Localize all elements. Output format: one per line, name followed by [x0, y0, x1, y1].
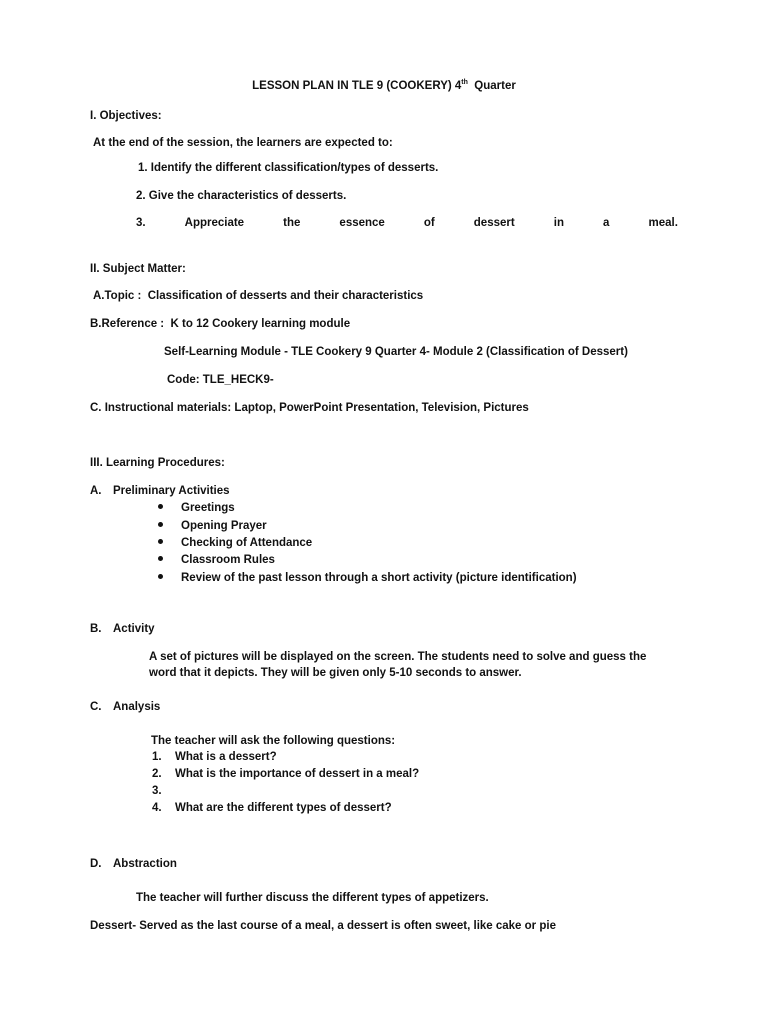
objective-3-word: in: [553, 217, 564, 229]
objective-3-word: 3.: [136, 217, 146, 229]
question-number: 1.: [152, 751, 162, 763]
bullet-icon: [158, 571, 166, 585]
list-item: Opening Prayer: [181, 520, 267, 532]
bullet-icon: [158, 519, 166, 533]
dessert-definition: Dessert- Served as the last course of a meal, a dessert is often sweet, like cake or pie: [90, 920, 556, 932]
module-line: Self-Learning Module - TLE Cookery 9 Quarter 4- Module 2 (Classification of Dessert): [164, 346, 628, 358]
list-item: Classroom Rules: [181, 554, 275, 566]
bullet-icon: [158, 501, 166, 515]
objective-item-3: [136, 216, 678, 230]
objective-3-word: a: [603, 217, 610, 229]
abstraction-text: The teacher will further discuss the different types of appetizers.: [136, 892, 489, 904]
list-item: Review of the past lesson through a short activity (picture identification): [181, 572, 577, 584]
bullet-icon: [158, 536, 166, 550]
objective-item-2: 2. Give the characteristics of desserts.: [136, 190, 347, 202]
section-b-label: Activity: [113, 623, 155, 635]
topic-line: A.Topic : Classification of desserts and their characteristics: [93, 290, 424, 302]
analysis-intro: The teacher will ask the following questions:: [151, 735, 396, 747]
section-c-label: Analysis: [113, 701, 161, 713]
objective-3-word: of: [423, 217, 435, 229]
section-d-label: Abstraction: [113, 858, 177, 870]
objectives-heading: I. Objectives:: [90, 110, 162, 122]
section-a-letter: A.: [90, 485, 102, 497]
question-text: What are the different types of dessert?: [175, 802, 392, 814]
activity-text-line-1: A set of pictures will be displayed on the screen. The students need to solve and guess the: [149, 651, 647, 663]
title-main: LESSON PLAN IN TLE 9 (COOKERY) 4: [252, 80, 462, 92]
list-item: Greetings: [181, 502, 235, 514]
list-item: Checking of Attendance: [181, 537, 313, 549]
bullet-icon: [158, 553, 166, 567]
title-end: Quarter: [467, 80, 516, 92]
objective-3-word: essence: [339, 217, 385, 229]
section-d-letter: D.: [90, 858, 102, 870]
objective-3-word: meal.: [648, 217, 678, 229]
section-a-label: Preliminary Activities: [113, 485, 230, 497]
materials-line: C. Instructional materials: Laptop, PowerPoint Presentation, Television, Pictures: [90, 402, 529, 414]
reference-line: B.Reference : K to 12 Cookery learning module: [90, 318, 351, 330]
code-line: Code: TLE_HECK9-: [167, 374, 274, 386]
question-number: 2.: [152, 768, 162, 780]
title-superscript: th: [461, 79, 468, 86]
objective-item-1: 1. Identify the different classification/types of desserts.: [138, 162, 439, 174]
objective-3-word: dessert: [473, 217, 515, 229]
procedures-heading: III. Learning Procedures:: [90, 457, 225, 469]
objective-3-word: Appreciate: [184, 217, 245, 229]
question-number: 4.: [152, 802, 162, 814]
objectives-intro: At the end of the session, the learners are expected to:: [93, 137, 393, 149]
objective-3-word: the: [283, 217, 301, 229]
question-text: What is the importance of dessert in a meal?: [175, 768, 420, 780]
section-b-letter: B.: [90, 623, 102, 635]
question-number: 3.: [152, 785, 162, 797]
section-c-letter: C.: [90, 701, 102, 713]
page-title: [0, 79, 768, 95]
question-text: What is a dessert?: [175, 751, 277, 763]
activity-text-line-2: word that it depicts. They will be given only 5-10 seconds to answer.: [149, 667, 522, 679]
subject-matter-heading: II. Subject Matter:: [90, 263, 186, 275]
